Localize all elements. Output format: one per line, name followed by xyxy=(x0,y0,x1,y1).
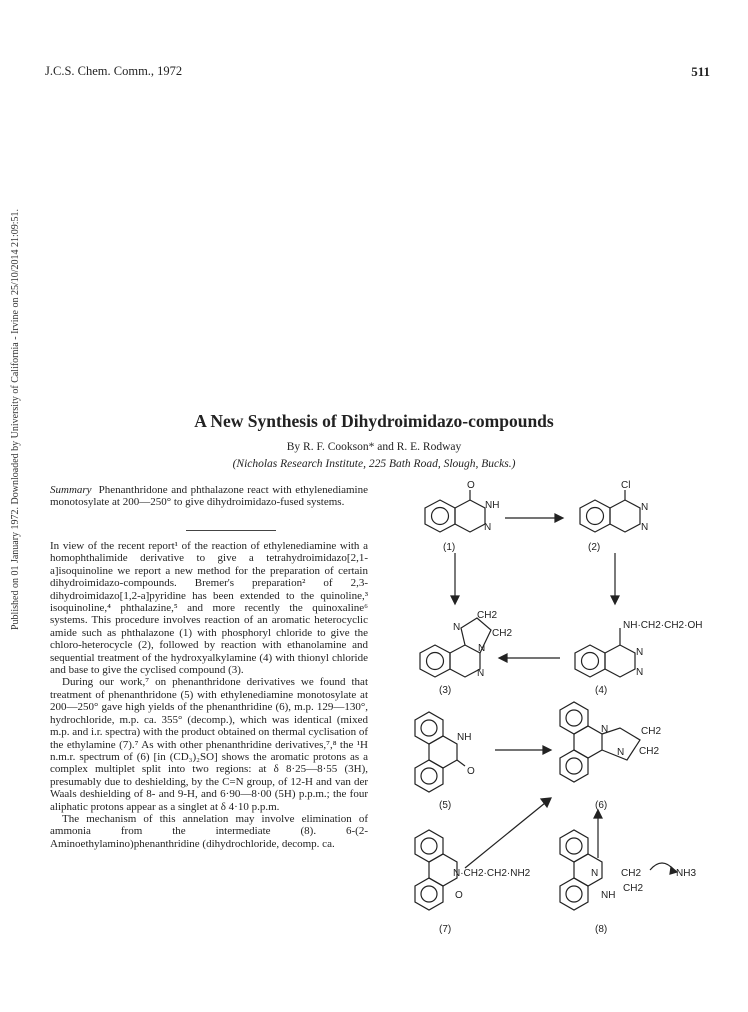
atom-label: NH3 xyxy=(676,868,697,879)
atom-label: NH xyxy=(601,890,616,901)
atom-label: CH2 xyxy=(639,746,660,757)
atom-label: CH2 xyxy=(492,628,513,639)
atom-label: N·CH2·CH2·NH2 xyxy=(453,868,531,879)
atom-label: N xyxy=(478,643,486,654)
compound-label: (2) xyxy=(588,542,601,553)
compound-8-structure xyxy=(560,830,677,910)
atom-label: NH·CH2·CH2·OH xyxy=(623,620,703,631)
atom-label: N xyxy=(617,747,625,758)
compound-label: (1) xyxy=(443,542,456,553)
atom-label: N xyxy=(601,724,609,735)
download-note xyxy=(2,160,21,630)
atom-label: N xyxy=(641,502,649,513)
compound-4-structure xyxy=(575,628,635,677)
body-text xyxy=(50,540,368,850)
atom-label: O xyxy=(467,766,475,777)
atom-label: N xyxy=(636,667,644,678)
compound-label: (3) xyxy=(439,685,452,696)
atom-label: CH2 xyxy=(477,610,498,621)
compound-label: (4) xyxy=(595,685,608,696)
atom-label: N xyxy=(484,522,492,533)
compound-label: (6) xyxy=(595,800,608,811)
atom-label: N xyxy=(641,522,649,533)
download-note-text: Published on 01 January 1972. Downloaded by University of California - Irvine on 25/10/2014 21:09:51. xyxy=(10,208,21,630)
compound-6-structure xyxy=(560,702,640,782)
paragraph-3: The mechanism of this annelation may involve elimination of ammonia from the intermediate (8). 6-(2-Aminoethylamino)phenanthridine (dihydrochloride, decomp. ca. xyxy=(50,812,368,850)
page-number: 511 xyxy=(691,64,710,79)
compound-5-structure xyxy=(415,712,465,792)
atom-label: NH xyxy=(457,732,472,743)
atom-label: N xyxy=(453,622,461,633)
atom-label: N xyxy=(477,668,485,679)
summary-text: Phenanthridone and phthalazone react with ethylenediamine monotosylate at 200—250° to give dihydroimidazo-fused systems. xyxy=(50,484,368,509)
compound-2-structure xyxy=(580,490,640,532)
article-authors: By R. F. Cookson* and R. E. Rodway xyxy=(286,441,462,453)
summary xyxy=(50,484,368,509)
atom-label: Cl xyxy=(621,480,631,491)
compound-7-structure xyxy=(415,830,457,910)
article-institution: (Nicholas Research Institute, 225 Bath Road, Slough, Bucks.) xyxy=(232,458,516,470)
atom-label: CH2 xyxy=(641,726,662,737)
atom-label: O xyxy=(467,480,475,491)
atom-label: O xyxy=(455,890,463,901)
compound-1-structure xyxy=(425,490,485,532)
atom-label: CH2 xyxy=(621,868,642,879)
summary-label: Summary xyxy=(50,484,92,496)
running-header-journal: J.C.S. Chem. Comm., 1972 xyxy=(45,64,183,78)
compound-label: (7) xyxy=(439,924,452,935)
atom-label: CH2 xyxy=(623,883,644,894)
compound-label: (8) xyxy=(595,924,608,935)
compound-label: (5) xyxy=(439,800,452,811)
atom-label: N xyxy=(591,868,599,879)
reaction-scheme xyxy=(395,478,725,948)
atom-label: NH xyxy=(485,500,500,511)
article-title: A New Synthesis of Dihydroimidazo-compounds xyxy=(194,411,554,431)
paragraph-2: During our work,⁷ on phenanthridone derivatives we found that treatment of phenanthridone (5) with ethylenediamine monotosylate at 200—250° gave high yields of the phenanthridine (6), m.p. 129—130°, hydrochloride, m.p. ca. 355° (decomp.), which was identical (mixed m.p. and i.r. spectra) with the product obtained on thermal cyclisation of the ethylamine (7).⁷ As with other phenanthridine derivatives,⁷,⁸ the ¹H n.m.r. spectrum of (6) [in (CD₃)₂SO] shows the aromatic protons as a complex multiplet split into two regions: at δ 8·25—8·55 (3H), presumably due to deshielding, by the C=N group, of 12-H and van der Waals deshielding of 8- and 9-H, and 6·90—8·00 (5H) p.p.m.; the four aliphatic protons appear as a singlet at δ 4·10 p.p.m. xyxy=(50,676,368,813)
atom-label: N xyxy=(636,647,644,658)
summary-divider xyxy=(186,530,276,531)
paragraph-1: In view of the recent report¹ of the reaction of ethylenediamine with a homophthalimide derivative to give a tetrahydroimidazo[2,1-a]isoquinoline we report a new method for the preparation of certain dihydroimidazo-compounds. Bremer's preparation² of 2,3-dihydroimidazo[1,2-a]pyridine has been extended to the quinoline,³ isoquinoline,⁴ phthalazine,⁵ and more recently the quinoxaline⁶ systems. This procedure involves reaction of an aromatic heterocyclic amide such as phthalazone (1) with phosphoryl chloride to give the chloro-heterocycle (2), followed by reaction with ethanolamine and sequential treatment of the hydroxyalkylamine (4) with thionyl chloride and base to give the cyclised compound (3). xyxy=(50,540,368,677)
